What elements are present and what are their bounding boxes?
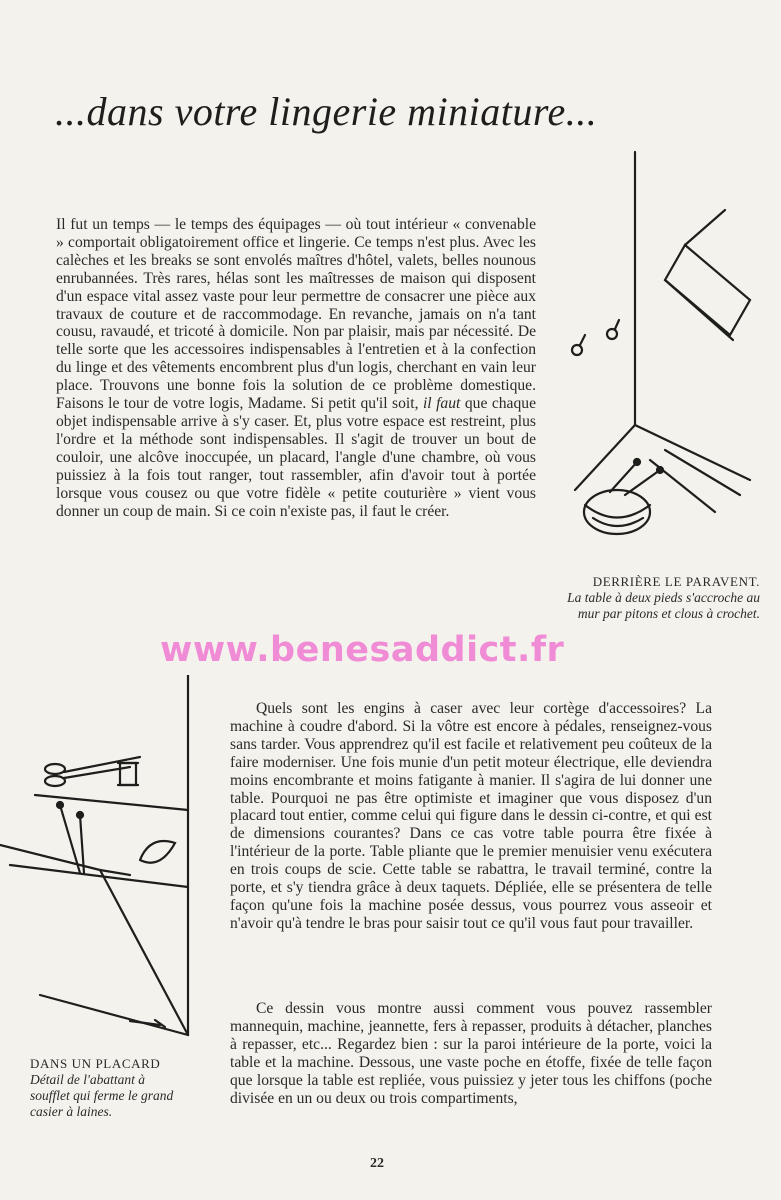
page-number: 22 [370, 1156, 384, 1171]
intro-paragraph [56, 216, 536, 520]
watermark: www.benesaddict.fr [160, 630, 565, 670]
intro-text-before: Il fut un temps — le temps des équipages — où tout intérieur « convenable » comportait obligatoirement office et lingerie. Ce temps n'est plus. Avec les calèches et les breaks se sont envolés maîtres d'hôtel, valets, belles nounous enrubannées. Très rares, hélas sont les maîtresses de maison qui disposent d'un espace vital assez vaste pour leur permettre de consacrer une pièce aux travaux de couture et de raccommodage. En revanche, jamais on n'a tant cousu, ravaudé, et tricoté à domicile. Non par plaisir, mais par nécessité. De telle sorte que les accessoires indispensables à l'entretien et à la confection du linge et des vêtements encombrent plus d'un logis, cherchant en vain leur place. Trouvons une bonne fois la solution de ce problème domestique. Faisons le tour de votre logis, Madame. Si petit qu'il soit, [56, 216, 536, 413]
page-title: ...dans votre lingerie miniature... [55, 89, 598, 134]
paravent-caption-text: La table à deux pieds s'accroche au mur par pitons et clous à crochet. [567, 590, 760, 621]
intro-text-after: que chaque objet indispensable arrive à s'y caser. Et, plus votre espace est restreint, plus l'ordre et la méthode sont indispensables. Il s'agit de trouver un bout de couloir, une alcôve inoccupée, un placard, l'angle d'une chambre, où vous puissiez à la fois tout ranger, tout rassembler, afin d'avoir tout à portée lorsque vous cousez ou que votre fidèle « petite couturière » vient vous donner un coup de main. Si ce coin n'existe pas, il faut le créer. [56, 395, 536, 520]
placard-caption-title: DANS UN PLACARD [30, 1056, 161, 1071]
machine-paragraph: Quels sont les engins à caser avec leur cortège d'accessoires? La machine à coudre d'abord. Si la vôtre est encore à pédales, renseignez-vous sans tarder. Vous apprendrez qu'il est facile et relativement peu coûteux de la faire moderniser. Une fois munie d'un petit moteur électrique, elle deviendra moins encombrante et moins fatigante à manier. Il s'agira de lui donner une table. Pourquoi ne pas être optimiste et imaginer que vous disposez d'un placard tout entier, comme celui qui figure dans le dessin ci-contre, et qui est de dimensions courantes? Dans ce cas votre table pourra être fixée à l'intérieur de la porte. Table pliante que le premier menuisier venu exécutera en trois coups de scie. Cette table se rabattra, le travail terminé, contre la porte, et s'y tiendra grâce à deux taquets. Dépliée, elle se présentera de telle façon qu'une fois la machine posée dessus, vous pourrez vous asseoir et n'avoir qu'à tendre le bras pour saisir tout ce qu'il vous faut pour travailler. [230, 700, 712, 932]
placard-caption-text: Détail de l'abattant à soufflet qui ferme le grand casier à laines. [30, 1072, 174, 1119]
placard-illustration [0, 675, 200, 1055]
intro-emphasis: il faut [422, 395, 461, 413]
placard-caption [30, 1056, 180, 1120]
paravent-caption [560, 574, 760, 622]
dessin-paragraph: Ce dessin vous montre aussi comment vous pouvez rassembler mannequin, machine, jeannette, fers à repasser, produits à détacher, planches à repasser, etc... Regardez bien : sur la paroi intérieure de la porte, voici la table et la machine. Dessous, une vaste poche en étoffe, fixée de telle façon que lorsque la table est repliée, vous puissiez y jeter tous les chiffons (poche divisée en un ou deux ou trois compartiments, [230, 1000, 712, 1107]
paravent-caption-title: DERRIÈRE LE PARAVENT. [592, 574, 760, 589]
paravent-illustration [555, 150, 775, 570]
